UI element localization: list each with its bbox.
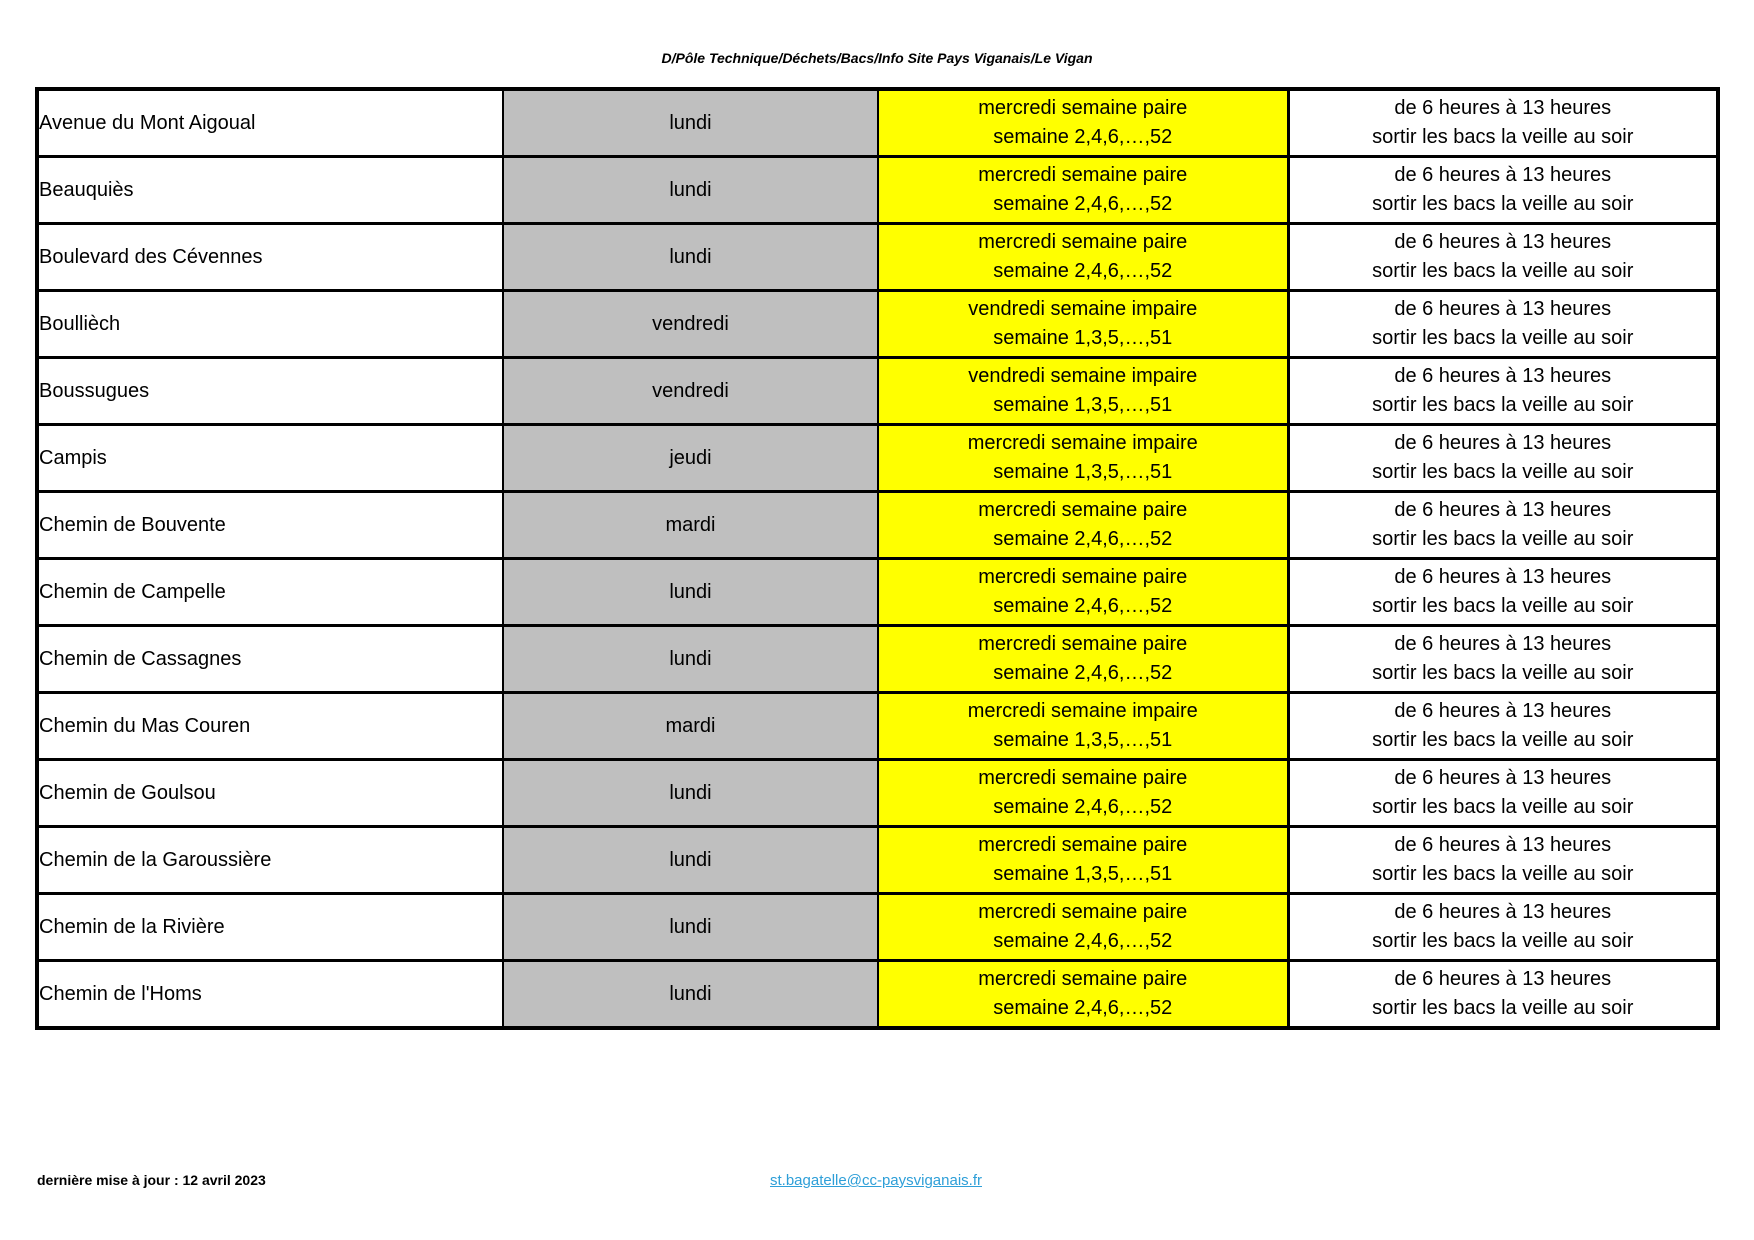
week-numbers: semaine 2,4,6,…,52 xyxy=(993,796,1173,818)
week-schedule-day: mercredi semaine paire xyxy=(978,499,1188,521)
street-cell xyxy=(37,425,503,492)
collection-day: mardi xyxy=(665,714,716,737)
table-row xyxy=(37,425,1718,492)
table-row xyxy=(37,894,1718,961)
schedule-table-body xyxy=(37,89,1718,1028)
street-name: Chemin de Cassagnes xyxy=(39,647,242,670)
table-row xyxy=(37,827,1718,894)
collection-day-cell xyxy=(503,157,878,224)
table-row xyxy=(37,157,1718,224)
table-row xyxy=(37,626,1718,693)
week-numbers: semaine 2,4,6,…,52 xyxy=(993,662,1173,684)
collection-hours: de 6 heures à 13 heures xyxy=(1394,365,1612,387)
hours-cell xyxy=(1288,626,1718,693)
collection-day-cell xyxy=(503,961,878,1029)
week-schedule-day: mercredi semaine paire xyxy=(978,834,1188,856)
bin-instructions: sortir les bacs la veille au soir xyxy=(1372,260,1634,282)
collection-day-cell xyxy=(503,894,878,961)
street-name: Chemin du Mas Couren xyxy=(39,714,251,737)
street-cell xyxy=(37,492,503,559)
week-schedule-day: mercredi semaine impaire xyxy=(967,432,1198,454)
collection-hours: de 6 heures à 13 heures xyxy=(1394,767,1612,789)
street-name: Chemin de la Rivière xyxy=(39,915,225,938)
collection-hours: de 6 heures à 13 heures xyxy=(1394,700,1612,722)
street-name: Boullièch xyxy=(39,312,121,335)
street-name: Campis xyxy=(39,446,107,469)
week-schedule-cell xyxy=(878,291,1288,358)
street-cell xyxy=(37,89,503,157)
bin-instructions: sortir les bacs la veille au soir xyxy=(1372,193,1634,215)
week-schedule-cell xyxy=(878,626,1288,693)
bin-instructions: sortir les bacs la veille au soir xyxy=(1372,729,1634,751)
hours-cell xyxy=(1288,559,1718,626)
table-row xyxy=(37,358,1718,425)
hours-cell xyxy=(1288,827,1718,894)
table-row xyxy=(37,89,1718,157)
week-schedule-day: vendredi semaine impaire xyxy=(968,298,1198,320)
collection-day-cell xyxy=(503,693,878,760)
week-schedule-day: mercredi semaine paire xyxy=(978,767,1188,789)
bin-instructions: sortir les bacs la veille au soir xyxy=(1372,796,1634,818)
week-schedule-cell xyxy=(878,89,1288,157)
street-cell xyxy=(37,827,503,894)
collection-day: lundi xyxy=(669,178,712,201)
week-schedule-day: mercredi semaine impaire xyxy=(967,700,1198,722)
collection-hours: de 6 heures à 13 heures xyxy=(1394,968,1612,990)
week-numbers: semaine 2,4,6,…,52 xyxy=(993,930,1173,952)
hours-cell xyxy=(1288,358,1718,425)
week-numbers: semaine 1,3,5,…,51 xyxy=(993,327,1173,349)
week-schedule-day: mercredi semaine paire xyxy=(978,901,1188,923)
table-row xyxy=(37,559,1718,626)
collection-day-cell xyxy=(503,291,878,358)
table-row xyxy=(37,291,1718,358)
week-numbers: semaine 2,4,6,…,52 xyxy=(993,528,1173,550)
week-schedule-cell xyxy=(878,961,1288,1029)
collection-day: vendredi xyxy=(652,312,729,335)
collection-day-cell xyxy=(503,358,878,425)
street-name: Boulevard des Cévennes xyxy=(39,245,263,268)
hours-cell xyxy=(1288,291,1718,358)
bin-instructions: sortir les bacs la veille au soir xyxy=(1372,595,1634,617)
collection-day-cell xyxy=(503,559,878,626)
collection-day: lundi xyxy=(669,848,712,871)
collection-day-cell xyxy=(503,425,878,492)
week-schedule-day: vendredi semaine impaire xyxy=(968,365,1198,387)
street-cell xyxy=(37,358,503,425)
last-update-label: dernière mise à jour : 12 avril 2023 xyxy=(37,1172,266,1188)
week-numbers: semaine 2,4,6,…,52 xyxy=(993,193,1173,215)
collection-hours: de 6 heures à 13 heures xyxy=(1394,633,1612,655)
street-cell xyxy=(37,626,503,693)
collection-hours: de 6 heures à 13 heures xyxy=(1394,298,1612,320)
week-numbers: semaine 1,3,5,…,51 xyxy=(993,394,1173,416)
collection-day-cell xyxy=(503,827,878,894)
week-schedule-cell xyxy=(878,224,1288,291)
collection-day: lundi xyxy=(669,781,712,804)
street-name: Chemin de la Garoussière xyxy=(39,848,272,871)
week-numbers: semaine 1,3,5,…,51 xyxy=(993,863,1173,885)
street-cell xyxy=(37,760,503,827)
collection-hours: de 6 heures à 13 heures xyxy=(1394,231,1612,253)
collection-day-cell xyxy=(503,224,878,291)
collection-day: lundi xyxy=(669,647,712,670)
hours-cell xyxy=(1288,961,1718,1029)
hours-cell xyxy=(1288,157,1718,224)
week-schedule-cell xyxy=(878,157,1288,224)
hours-cell xyxy=(1288,693,1718,760)
week-schedule-cell xyxy=(878,358,1288,425)
collection-day-cell xyxy=(503,760,878,827)
collection-day: lundi xyxy=(669,915,712,938)
document-path-title: D/Pôle Technique/Déchets/Bacs/Info Site Pays Viganais/Le Vigan xyxy=(661,50,1093,66)
collection-day: vendredi xyxy=(652,379,729,402)
hours-cell xyxy=(1288,89,1718,157)
collection-day: jeudi xyxy=(669,446,712,469)
bin-instructions: sortir les bacs la veille au soir xyxy=(1372,126,1634,148)
collection-hours: de 6 heures à 13 heures xyxy=(1394,97,1612,119)
collection-hours: de 6 heures à 13 heures xyxy=(1394,164,1612,186)
collection-hours: de 6 heures à 13 heures xyxy=(1394,566,1612,588)
street-name: Boussugues xyxy=(39,379,150,402)
week-schedule-day: mercredi semaine paire xyxy=(978,633,1188,655)
collection-day: lundi xyxy=(669,580,712,603)
street-name: Chemin de Bouvente xyxy=(39,513,226,536)
collection-day: mardi xyxy=(665,513,716,536)
collection-schedule-table xyxy=(35,87,1720,1030)
week-schedule-day: mercredi semaine paire xyxy=(978,231,1188,253)
collection-day: lundi xyxy=(669,111,712,134)
week-schedule-day: mercredi semaine paire xyxy=(978,968,1188,990)
collection-day: lundi xyxy=(669,982,712,1005)
contact-email-link[interactable]: st.bagatelle@cc-paysviganais.fr xyxy=(770,1172,982,1189)
table-row xyxy=(37,760,1718,827)
week-schedule-cell xyxy=(878,559,1288,626)
week-schedule-cell xyxy=(878,760,1288,827)
table-row xyxy=(37,693,1718,760)
street-name: Chemin de l'Homs xyxy=(39,982,202,1005)
street-cell xyxy=(37,157,503,224)
bin-instructions: sortir les bacs la veille au soir xyxy=(1372,662,1634,684)
week-schedule-day: mercredi semaine paire xyxy=(978,566,1188,588)
week-schedule-day: mercredi semaine paire xyxy=(978,97,1188,119)
table-row xyxy=(37,961,1718,1029)
hours-cell xyxy=(1288,425,1718,492)
hours-cell xyxy=(1288,760,1718,827)
street-cell xyxy=(37,559,503,626)
week-schedule-cell xyxy=(878,827,1288,894)
bin-instructions: sortir les bacs la veille au soir xyxy=(1372,528,1634,550)
table-row xyxy=(37,224,1718,291)
street-cell xyxy=(37,291,503,358)
street-cell xyxy=(37,224,503,291)
bin-instructions: sortir les bacs la veille au soir xyxy=(1372,997,1634,1019)
week-numbers: semaine 2,4,6,…,52 xyxy=(993,126,1173,148)
week-schedule-cell xyxy=(878,693,1288,760)
street-cell xyxy=(37,961,503,1029)
table-row xyxy=(37,492,1718,559)
hours-cell xyxy=(1288,492,1718,559)
week-schedule-cell xyxy=(878,492,1288,559)
hours-cell xyxy=(1288,224,1718,291)
collection-hours: de 6 heures à 13 heures xyxy=(1394,432,1612,454)
collection-day-cell xyxy=(503,492,878,559)
street-name: Avenue du Mont Aigoual xyxy=(39,111,256,134)
week-schedule-day: mercredi semaine paire xyxy=(978,164,1188,186)
bin-instructions: sortir les bacs la veille au soir xyxy=(1372,461,1634,483)
bin-instructions: sortir les bacs la veille au soir xyxy=(1372,863,1634,885)
week-numbers: semaine 1,3,5,…,51 xyxy=(993,729,1173,751)
collection-hours: de 6 heures à 13 heures xyxy=(1394,834,1612,856)
street-name: Chemin de Goulsou xyxy=(39,781,216,804)
week-schedule-cell xyxy=(878,894,1288,961)
week-numbers: semaine 2,4,6,…,52 xyxy=(993,595,1173,617)
week-numbers: semaine 2,4,6,…,52 xyxy=(993,997,1173,1019)
collection-hours: de 6 heures à 13 heures xyxy=(1394,499,1612,521)
street-cell xyxy=(37,894,503,961)
hours-cell xyxy=(1288,894,1718,961)
collection-day-cell xyxy=(503,626,878,693)
week-schedule-cell xyxy=(878,425,1288,492)
street-cell xyxy=(37,693,503,760)
bin-instructions: sortir les bacs la veille au soir xyxy=(1372,327,1634,349)
collection-day-cell xyxy=(503,89,878,157)
street-name: Beauquiès xyxy=(39,178,134,201)
bin-instructions: sortir les bacs la veille au soir xyxy=(1372,930,1634,952)
street-name: Chemin de Campelle xyxy=(39,580,226,603)
week-numbers: semaine 2,4,6,…,52 xyxy=(993,260,1173,282)
collection-day: lundi xyxy=(669,245,712,268)
week-numbers: semaine 1,3,5,…,51 xyxy=(993,461,1173,483)
bin-instructions: sortir les bacs la veille au soir xyxy=(1372,394,1634,416)
collection-hours: de 6 heures à 13 heures xyxy=(1394,901,1612,923)
